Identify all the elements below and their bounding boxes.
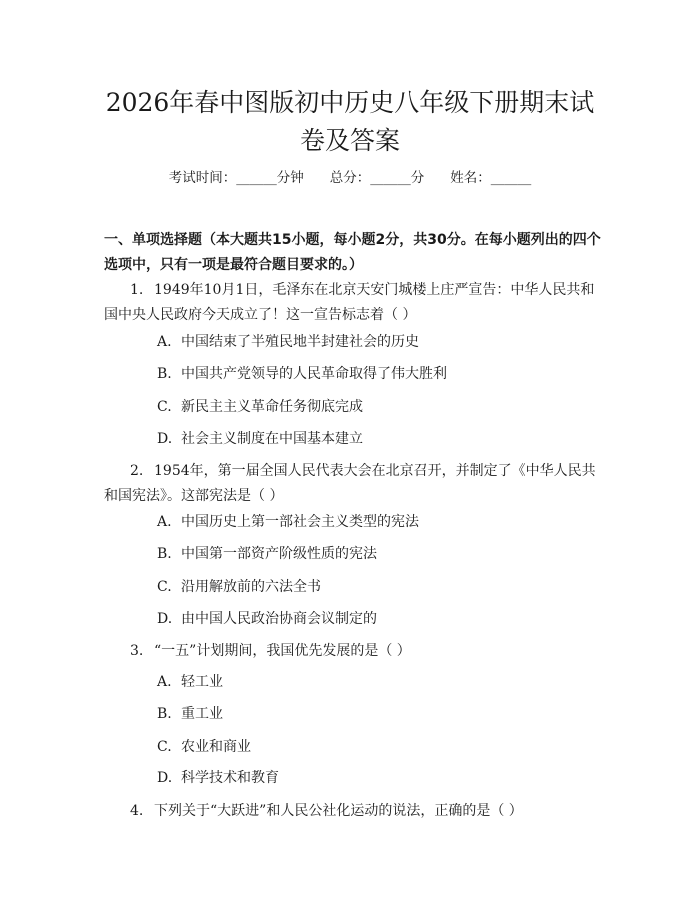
question-3-option-a: A. 轻工业 bbox=[157, 674, 223, 690]
student-name-field: 姓名：______ bbox=[450, 170, 532, 186]
question-4-stem bbox=[104, 799, 604, 824]
question-3-option-b: B. 重工业 bbox=[157, 706, 223, 722]
question-1-text: 1949年10月1日，毛泽东在北京天安门城楼上庄严宣告：中华人民共和国中央人民政府今天成立了！这一宣告标志着（ ） bbox=[104, 282, 595, 323]
question-3-stem bbox=[104, 639, 604, 664]
question-3-number: 3. bbox=[130, 643, 144, 659]
question-4-number: 4. bbox=[130, 803, 144, 819]
question-2-text: 1954年，第一届全国人民代表大会在北京召开，并制定了《中华人民共和国宪法》。这部宪法是（ ） bbox=[104, 463, 596, 504]
question-2-stem bbox=[104, 459, 604, 509]
question-3-text: “一五”计划期间，我国优先发展的是（ ） bbox=[154, 643, 411, 659]
question-2-number: 2. bbox=[130, 463, 144, 479]
question-1-option-a: A. 中国结束了半殖民地半封建社会的历史 bbox=[157, 334, 419, 350]
question-1-number: 1. bbox=[130, 282, 144, 298]
question-1-option-b: B. 中国共产党领导的人民革命取得了伟大胜利 bbox=[157, 366, 447, 382]
exam-info-row bbox=[0, 168, 700, 188]
question-2-option-b: B. 中国第一部资产阶级性质的宪法 bbox=[157, 546, 377, 562]
question-2-option-d: D. 由中国人民政治协商会议制定的 bbox=[157, 611, 377, 627]
exam-title-line2: 卷及答案 bbox=[299, 126, 400, 155]
question-3-option-d: D. 科学技术和教育 bbox=[157, 770, 279, 786]
question-2-option-c: C. 沿用解放前的六法全书 bbox=[157, 579, 321, 595]
question-2-option-a: A. 中国历史上第一部社会主义类型的宪法 bbox=[157, 514, 419, 530]
total-score-field: 总分：______分 bbox=[329, 170, 425, 186]
question-1-option-c: C. 新民主主义革命任务彻底完成 bbox=[157, 399, 363, 415]
exam-title-line1: 2026年春中图版初中历史八年级下册期末试 bbox=[105, 88, 595, 117]
question-4-text: 下列关于“大跃进”和人民公社化运动的说法，正确的是（ ） bbox=[154, 803, 523, 819]
section-heading-single-choice: 一、单项选择题（本大题共15小题，每小题2分，共30分。在每小题列出的四个选项中，只有一项是最符合题目要求的。） bbox=[104, 232, 601, 273]
question-1-option-d: D. 社会主义制度在中国基本建立 bbox=[157, 431, 363, 447]
question-3-option-c: C. 农业和商业 bbox=[157, 739, 251, 755]
exam-time-field: 考试时间：______分钟 bbox=[168, 170, 304, 186]
question-1-stem bbox=[104, 278, 604, 328]
